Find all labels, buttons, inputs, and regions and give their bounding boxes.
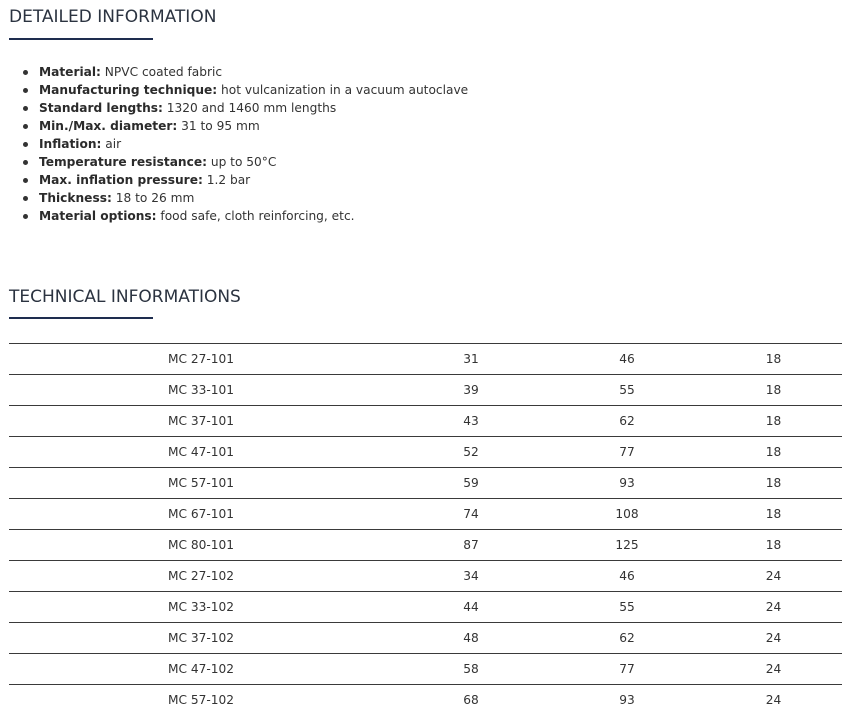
model-cell: MC 57-101 xyxy=(9,468,393,499)
spec-label: Material options: xyxy=(39,209,157,223)
model-cell: MC 37-101 xyxy=(9,406,393,437)
table-row xyxy=(9,344,842,375)
table-row xyxy=(9,406,842,437)
value-cell: 24 xyxy=(705,592,842,623)
value-cell: 24 xyxy=(705,685,842,716)
spec-value: food safe, cloth reinforcing, etc. xyxy=(156,209,355,223)
value-cell: 62 xyxy=(549,406,705,437)
spec-label: Thickness: xyxy=(39,191,112,205)
spec-label: Inflation: xyxy=(39,137,102,151)
detailed-information-underline xyxy=(9,38,153,40)
value-cell: 62 xyxy=(549,623,705,654)
table-row xyxy=(9,561,842,592)
bullet-icon xyxy=(23,88,28,93)
spec-item-diameter xyxy=(20,117,468,135)
value-cell: 46 xyxy=(549,344,705,375)
value-cell: 18 xyxy=(705,468,842,499)
value-cell: 108 xyxy=(549,499,705,530)
value-cell: 48 xyxy=(393,623,549,654)
bullet-icon xyxy=(23,70,28,75)
table-row xyxy=(9,468,842,499)
detailed-information-heading: DETAILED INFORMATION xyxy=(9,7,217,27)
value-cell: 77 xyxy=(549,654,705,685)
value-cell: 55 xyxy=(549,375,705,406)
model-cell: MC 57-102 xyxy=(9,685,393,716)
table-row xyxy=(9,654,842,685)
spec-item-thickness xyxy=(20,189,468,207)
model-cell: MC 47-101 xyxy=(9,437,393,468)
table-row xyxy=(9,592,842,623)
spec-item-inflation xyxy=(20,135,468,153)
model-cell: MC 37-102 xyxy=(9,623,393,654)
table-row xyxy=(9,530,842,561)
technical-table xyxy=(9,343,842,716)
bullet-icon xyxy=(23,214,28,219)
spec-item-inflation-pressure xyxy=(20,171,468,189)
value-cell: 18 xyxy=(705,530,842,561)
bullet-icon xyxy=(23,196,28,201)
spec-label: Standard lengths: xyxy=(39,101,163,115)
value-cell: 74 xyxy=(393,499,549,530)
value-cell: 18 xyxy=(705,344,842,375)
bullet-icon xyxy=(23,124,28,129)
table-row xyxy=(9,437,842,468)
table-row xyxy=(9,623,842,654)
spec-label: Max. inflation pressure: xyxy=(39,173,203,187)
spec-value: hot vulcanization in a vacuum autoclave xyxy=(217,83,469,97)
spec-label: Min./Max. diameter: xyxy=(39,119,178,133)
value-cell: 87 xyxy=(393,530,549,561)
model-cell: MC 33-102 xyxy=(9,592,393,623)
value-cell: 44 xyxy=(393,592,549,623)
value-cell: 34 xyxy=(393,561,549,592)
value-cell: 68 xyxy=(393,685,549,716)
value-cell: 58 xyxy=(393,654,549,685)
value-cell: 18 xyxy=(705,375,842,406)
table-row xyxy=(9,375,842,406)
value-cell: 24 xyxy=(705,561,842,592)
spec-label: Manufacturing technique: xyxy=(39,83,218,97)
spec-value: NPVC coated fabric xyxy=(100,65,223,79)
model-cell: MC 33-101 xyxy=(9,375,393,406)
value-cell: 46 xyxy=(549,561,705,592)
model-cell: MC 27-101 xyxy=(9,344,393,375)
spec-label: Material: xyxy=(39,65,101,79)
value-cell: 43 xyxy=(393,406,549,437)
table-row xyxy=(9,685,842,716)
spec-value: up to 50°C xyxy=(206,155,277,169)
spec-value: 1320 and 1460 mm lengths xyxy=(162,101,337,115)
value-cell: 18 xyxy=(705,437,842,468)
technical-table-body xyxy=(9,344,842,716)
spec-list xyxy=(20,63,468,225)
value-cell: 24 xyxy=(705,654,842,685)
value-cell: 18 xyxy=(705,499,842,530)
spec-item-material-options xyxy=(20,207,468,225)
value-cell: 77 xyxy=(549,437,705,468)
spec-value: air xyxy=(101,137,122,151)
bullet-icon xyxy=(23,142,28,147)
spec-value: 1.2 bar xyxy=(202,173,251,187)
technical-informations-heading: TECHNICAL INFORMATIONS xyxy=(9,287,241,307)
value-cell: 39 xyxy=(393,375,549,406)
value-cell: 93 xyxy=(549,468,705,499)
spec-value: 18 to 26 mm xyxy=(111,191,195,205)
bullet-icon xyxy=(23,178,28,183)
technical-informations-underline xyxy=(9,317,153,319)
value-cell: 55 xyxy=(549,592,705,623)
spec-value: 31 to 95 mm xyxy=(177,119,260,133)
spec-item-temperature-resistance xyxy=(20,153,468,171)
spec-label: Temperature resistance: xyxy=(39,155,207,169)
value-cell: 31 xyxy=(393,344,549,375)
value-cell: 18 xyxy=(705,406,842,437)
value-cell: 52 xyxy=(393,437,549,468)
value-cell: 59 xyxy=(393,468,549,499)
bullet-icon xyxy=(23,160,28,165)
spec-item-manufacturing-technique xyxy=(20,81,468,99)
spec-item-material xyxy=(20,63,468,81)
value-cell: 125 xyxy=(549,530,705,561)
model-cell: MC 67-101 xyxy=(9,499,393,530)
value-cell: 93 xyxy=(549,685,705,716)
value-cell: 24 xyxy=(705,623,842,654)
model-cell: MC 27-102 xyxy=(9,561,393,592)
spec-item-standard-lengths xyxy=(20,99,468,117)
bullet-icon xyxy=(23,106,28,111)
model-cell: MC 80-101 xyxy=(9,530,393,561)
model-cell: MC 47-102 xyxy=(9,654,393,685)
table-row xyxy=(9,499,842,530)
